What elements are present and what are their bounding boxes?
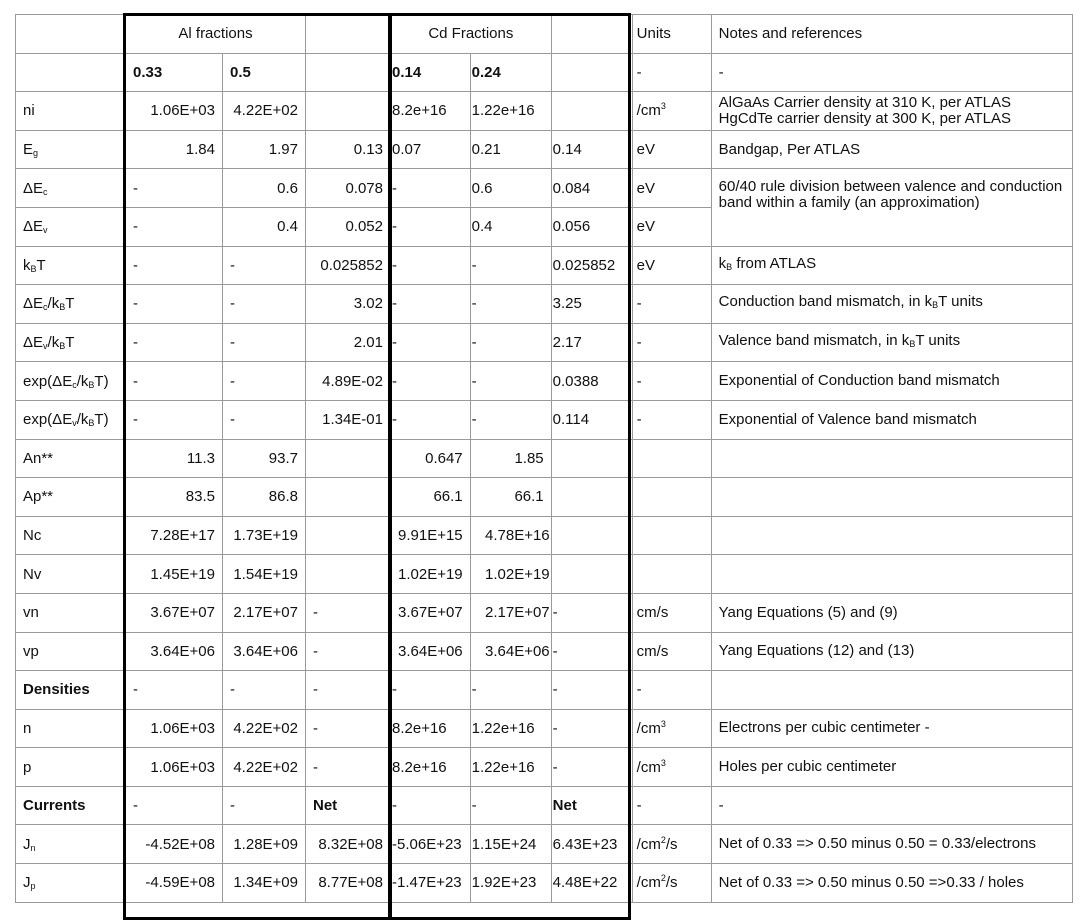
row-label: vp xyxy=(16,632,126,671)
table-row-p: p 1.06E+03 4.22E+02 - 8.2e+16 1.22e+16 - $/cm^3$ Holes per cubic centimeter xyxy=(16,748,1073,787)
table-row-eg: $E_g$ 1.84 1.97 0.13 0.07 0.21 0.14 eV Bandgap, Per ATLAS xyxy=(16,130,1073,169)
header-units: Units xyxy=(632,15,711,54)
table-row-ap: Ap** 83.5 86.8 66.1 66.1 xyxy=(16,478,1073,517)
header-al-net xyxy=(306,15,391,54)
table-row-n: n 1.06E+03 4.22E+02 - 8.2e+16 1.22e+16 - $/cm^3$ Electrons per cubic centimeter - xyxy=(16,709,1073,748)
row-label: p xyxy=(16,748,126,787)
row-label: vn xyxy=(16,593,126,632)
notes-cell: AlGaAs Carrier density at 310 K, per ATLAS HgCdTe carrier density at 300 K, per ATLAS xyxy=(711,92,1072,131)
row-label: $\exp(\Delta E_c/k_BT)$ xyxy=(16,362,126,401)
section-label-currents: Currents xyxy=(16,786,126,825)
row-label: Nc xyxy=(16,516,126,555)
notes-cell-60-40: 60/40 rule division between valence and conduction band within a family (an approximation) xyxy=(711,169,1072,246)
table-row-dev-kbt: $\Delta E_v/k_BT$ - - 2.01 - - 2.17 - Valence band mismatch, in $k_BT$ units xyxy=(16,323,1073,362)
row-label: An** xyxy=(16,439,126,478)
fraction-notes: - xyxy=(711,53,1072,92)
row-label: $J_p$ xyxy=(16,864,126,903)
unit-cell: $/cm^3$ xyxy=(632,92,711,131)
fraction-row xyxy=(16,53,1073,92)
header-row xyxy=(16,15,1073,54)
table-row-densities: Densities - - - - - - - xyxy=(16,671,1073,710)
table-row-delta-ev: $\Delta E_v$ - 0.4 0.052 - 0.4 0.056 eV xyxy=(16,207,1073,246)
header-al-fractions: Al fractions xyxy=(126,15,306,54)
table-row-jn: $J_n$ -4.52E+08 1.28E+09 8.32E+08 -5.06E+23 1.15E+24 6.43E+23 $/cm^2/s$ Net of 0.33 => 0.50 minus 0.50 = 0.33/electrons xyxy=(16,825,1073,864)
fraction-units: - xyxy=(632,53,711,92)
row-label: $E_g$ xyxy=(16,130,126,169)
table-row-nc: Nc 7.28E+17 1.73E+19 9.91E+15 4.78E+16 xyxy=(16,516,1073,555)
table-row-exp-c: $\exp(\Delta E_c/k_BT)$ - - 4.89E-02 - - 0.0388 - Exponential of Conduction band mismatch xyxy=(16,362,1073,401)
row-label: Ap** xyxy=(16,478,126,517)
row-label: $\Delta E_v/k_BT$ xyxy=(16,323,126,362)
table-row-dec-kbt: $\Delta E_c/k_BT$ - - 3.02 - - 3.25 - Conduction band mismatch, in $k_BT$ units xyxy=(16,285,1073,324)
table-row-currents: Currents - - Net - - Net - - xyxy=(16,786,1073,825)
row-label: $\Delta E_c$ xyxy=(16,169,126,208)
row-label: $\Delta E_c/k_BT$ xyxy=(16,285,126,324)
row-label: n xyxy=(16,709,126,748)
data-table-container xyxy=(15,14,1073,903)
fraction-al-033: 0.33 xyxy=(126,53,223,92)
table-row-exp-v: $\exp(\Delta E_v/k_BT)$ - - 1.34E-01 - - 0.114 - Exponential of Valence band mismatch xyxy=(16,400,1073,439)
section-label-densities: Densities xyxy=(16,671,126,710)
fraction-cd-024: 0.24 xyxy=(470,53,551,92)
corner-cell xyxy=(16,15,126,54)
table-row-kbt: $k_BT$ - - 0.025852 - - 0.025852 eV $k_B$ from ATLAS xyxy=(16,246,1073,285)
header-notes: Notes and references xyxy=(711,15,1072,54)
row-label: $\exp(\Delta E_v/k_BT)$ xyxy=(16,400,126,439)
table-row-jp: $J_p$ -4.59E+08 1.34E+09 8.77E+08 -1.47E+23 1.92E+23 4.48E+22 $/cm^2/s$ Net of 0.33 => 0.50 minus 0.50 =>0.33 / holes xyxy=(16,864,1073,903)
row-label: Nv xyxy=(16,555,126,594)
semiconductor-parameters-table xyxy=(15,14,1073,903)
table-row-vp: vp 3.64E+06 3.64E+06 - 3.64E+06 3.64E+06 - cm/s Yang Equations (12) and (13) xyxy=(16,632,1073,671)
table-row-ni: ni 1.06E+03 4.22E+02 8.2e+16 1.22e+16 $/cm^3$ AlGaAs Carrier density at 310 K, per ATLAS HgCdTe carrier density at 300 K, per ATLAS xyxy=(16,92,1073,131)
table-row-nv: Nv 1.45E+19 1.54E+19 1.02E+19 1.02E+19 xyxy=(16,555,1073,594)
table-row-delta-ec: $\Delta E_c$ - 0.6 0.078 - 0.6 0.084 eV 60/40 rule division between valence and conduction band within a family (an approximation) xyxy=(16,169,1073,208)
row-label: $\Delta E_v$ xyxy=(16,207,126,246)
fraction-al-05: 0.5 xyxy=(223,53,306,92)
header-cd-net xyxy=(551,15,632,54)
row-label: $J_n$ xyxy=(16,825,126,864)
table-row-vn: vn 3.67E+07 2.17E+07 - 3.67E+07 2.17E+07 - cm/s Yang Equations (5) and (9) xyxy=(16,593,1073,632)
row-label: $k_BT$ xyxy=(16,246,126,285)
table-row-an: An** 11.3 93.7 0.647 1.85 xyxy=(16,439,1073,478)
fraction-cd-014: 0.14 xyxy=(391,53,471,92)
header-cd-fractions: Cd Fractions xyxy=(391,15,552,54)
row-label: ni xyxy=(16,92,126,131)
